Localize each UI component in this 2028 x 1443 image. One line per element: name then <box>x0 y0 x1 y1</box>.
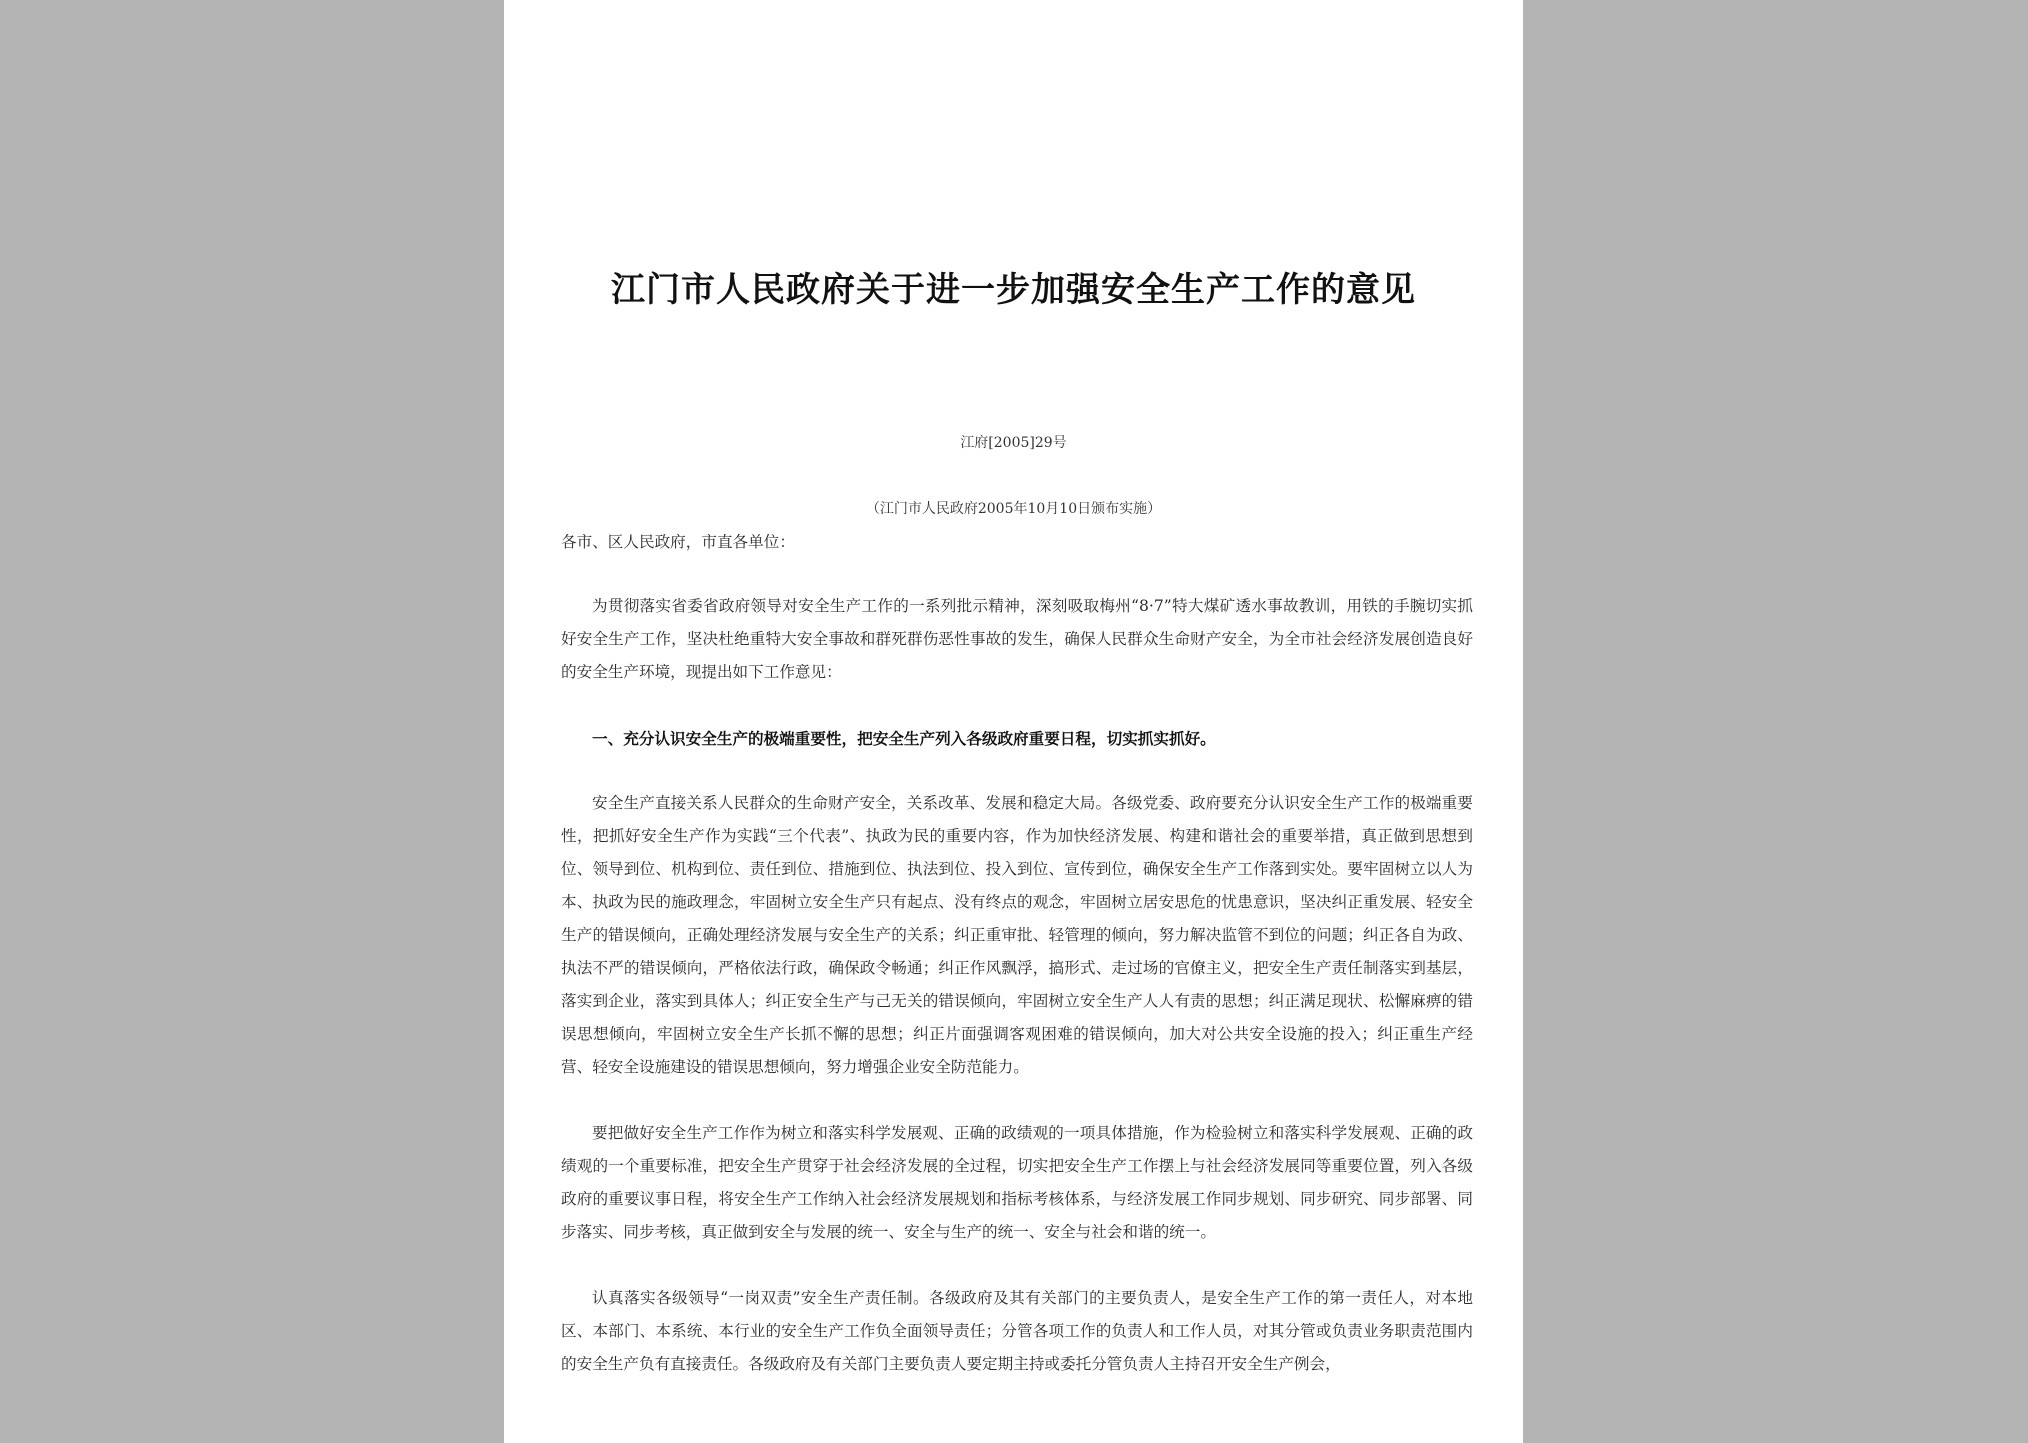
document-page <box>504 0 1523 1443</box>
document-number: 江府[2005]29号 <box>960 435 1067 451</box>
issue-note: （江门市人民政府2005年10月10日颁布实施） <box>865 501 1162 517</box>
section-heading: 一、充分认识安全生产的极端重要性，把安全生产列入各级政府重要日程，切实抓实抓好。 <box>592 729 1216 748</box>
paragraph: 为贯彻落实省委省政府领导对安全生产工作的一系列批示精神，深刻吸取梅州“8·7”特大煤矿透水事故教训，用铁的手腕切实抓好安全生产工作，坚决杜绝重特大安全事故和群死群伤恶性事故的发生，确保人民群众生命财产安全，为全市社会经济发展创造良好的安全生产环境，现提出如下工作意见： <box>561 597 1473 681</box>
paragraph: 认真落实各级领导“一岗双责”安全生产责任制。各级政府及其有关部门的主要负责人，是安全生产工作的第一责任人，对本地区、本部门、本系统、本行业的安全生产工作负全面领导责任；分管各项工作的负责人和工作人员，对其分管或负责业务职责范围内的安全生产负有直接责任。各级政府及有关部门主要负责人要定期主持或委托分管负责人主持召开安全生产例会， <box>561 1289 1473 1373</box>
paragraph: 安全生产直接关系人民群众的生命财产安全，关系改革、发展和稳定大局。各级党委、政府要充分认识安全生产工作的极端重要性，把抓好安全生产作为实践“三个代表”、执政为民的重要内容，作为加快经济发展、构建和谐社会的重要举措，真正做到思想到位、领导到位、机构到位、责任到位、措施到位、执法到位、投入到位、宣传到位，确保安全生产工作落到实处。要牢固树立以人为本、执政为民的施政理念，牢固树立安全生产只有起点、没有终点的观念，牢固树立居安思危的忧患意识，坚决纠正重发展、轻安全生产的错误倾向，正确处理经济发展与安全生产的关系；纠正重审批、轻管理的倾向，努力解决监管不到位的问题；纠正各自为政、执法不严的错误倾向，严格依法行政，确保政令畅通；纠正作风飘浮，搞形式、走过场的官僚主义，把安全生产责任制落实到基层，落实到企业，落实到具体人；纠正安全生产与己无关的错误倾向，牢固树立安全生产人人有责的思想；纠正满足现状、松懈麻痹的错误思想倾向，牢固树立安全生产长抓不懈的思想；纠正片面强调客观困难的错误倾向，加大对公共安全设施的投入；纠正重生产经营、轻安全设施建设的错误思想倾向，努力增强企业安全防范能力。 <box>561 794 1473 1076</box>
paragraph: 要把做好安全生产工作作为树立和落实科学发展观、正确的政绩观的一项具体措施，作为检验树立和落实科学发展观、正确的政绩观的一个重要标准，把安全生产贯穿于社会经济发展的全过程，切实把安全生产工作摆上与社会经济发展同等重要位置，列入各级政府的重要议事日程，将安全生产工作纳入社会经济发展规划和指标考核体系，与经济发展工作同步规划、同步研究、同步部署、同步落实、同步考核，真正做到安全与发展的统一、安全与生产的统一、安全与社会和谐的统一。 <box>561 1124 1473 1241</box>
salutation: 各市、区人民政府，市直各单位： <box>561 533 795 551</box>
document-title: 江门市人民政府关于进一步加强安全生产工作的意见 <box>611 270 1416 310</box>
